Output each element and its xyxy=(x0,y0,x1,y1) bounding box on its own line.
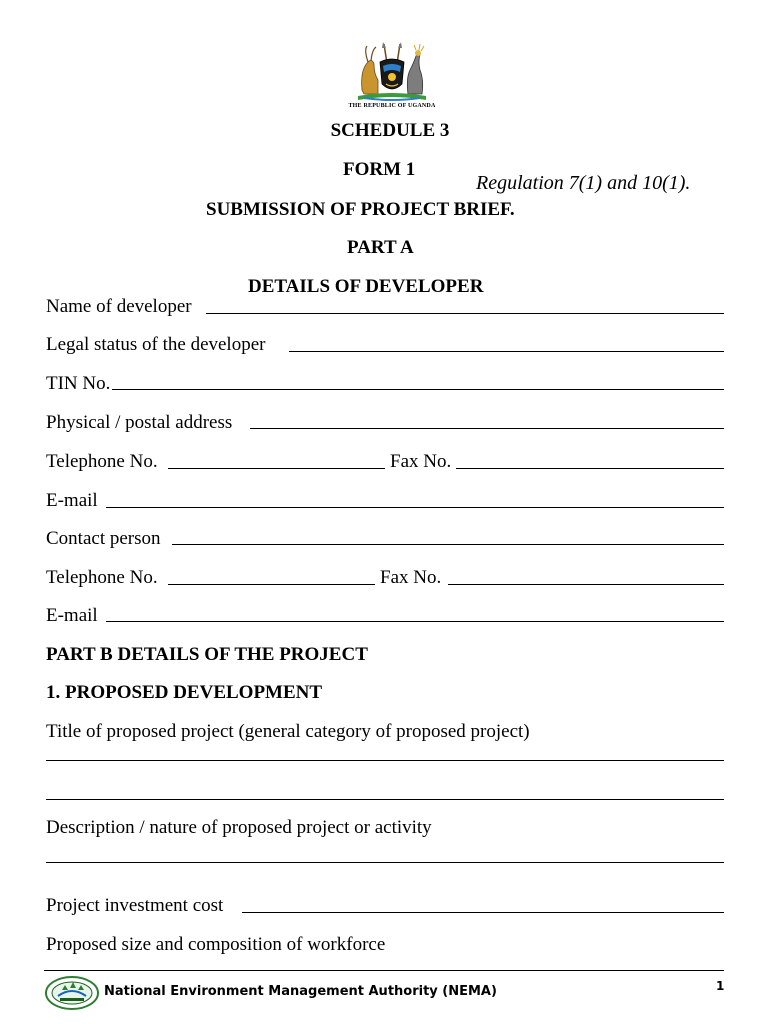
name-of-developer-field[interactable] xyxy=(206,313,724,314)
contact-telephone-label: Telephone No. xyxy=(46,567,158,588)
project-title-field-1[interactable] xyxy=(46,760,724,761)
telephone-label: Telephone No. xyxy=(46,451,158,472)
regulation-reference: Regulation 7(1) and 10(1). xyxy=(476,172,691,194)
email-field[interactable] xyxy=(106,507,724,508)
document-title: SUBMISSION OF PROJECT BRIEF. xyxy=(206,199,515,220)
fax-field[interactable] xyxy=(456,468,724,469)
address-label: Physical / postal address xyxy=(46,412,233,433)
uganda-crest-icon xyxy=(352,40,432,106)
email-label: E-mail xyxy=(46,490,98,511)
proposed-development-heading: 1. PROPOSED DEVELOPMENT xyxy=(46,682,323,703)
legal-status-field[interactable] xyxy=(289,351,724,352)
contact-person-field[interactable] xyxy=(172,544,724,545)
tin-label: TIN No. xyxy=(46,373,111,394)
tin-field[interactable] xyxy=(112,389,724,390)
schedule-title: SCHEDULE 3 xyxy=(330,120,450,141)
part-b-heading: PART B DETAILS OF THE PROJECT xyxy=(46,644,368,665)
page-number: 1 xyxy=(716,979,725,993)
investment-cost-field[interactable] xyxy=(242,912,724,913)
project-description-field[interactable] xyxy=(46,862,724,863)
address-field[interactable] xyxy=(250,428,724,429)
footer-org-name: National Environment Management Authority (NEMA) xyxy=(104,984,497,999)
footer-divider xyxy=(44,970,724,971)
coat-of-arms xyxy=(348,40,436,112)
contact-fax-field[interactable] xyxy=(448,584,724,585)
nema-logo xyxy=(44,974,100,1012)
contact-email-label: E-mail xyxy=(46,605,98,626)
form-number: FORM 1 xyxy=(343,159,416,180)
crest-caption: THE REPUBLIC OF UGANDA xyxy=(348,103,436,109)
investment-cost-label: Project investment cost xyxy=(46,895,224,916)
project-description-label: Description / nature of proposed project or activity xyxy=(46,817,432,838)
contact-person-label: Contact person xyxy=(46,528,161,549)
workforce-label: Proposed size and composition of workforce xyxy=(46,934,386,955)
nema-logo-icon xyxy=(44,974,100,1012)
name-of-developer-label: Name of developer xyxy=(46,296,192,317)
telephone-field[interactable] xyxy=(168,468,385,469)
part-a-title: DETAILS OF DEVELOPER xyxy=(248,276,484,297)
contact-fax-label: Fax No. xyxy=(380,567,442,588)
legal-status-label: Legal status of the developer xyxy=(46,334,266,355)
contact-telephone-field[interactable] xyxy=(168,584,375,585)
project-title-field-2[interactable] xyxy=(46,799,724,800)
contact-email-field[interactable] xyxy=(106,621,724,622)
fax-label: Fax No. xyxy=(390,451,452,472)
part-a-label: PART A xyxy=(347,237,414,258)
project-title-label: Title of proposed project (general category of proposed project) xyxy=(46,721,530,742)
